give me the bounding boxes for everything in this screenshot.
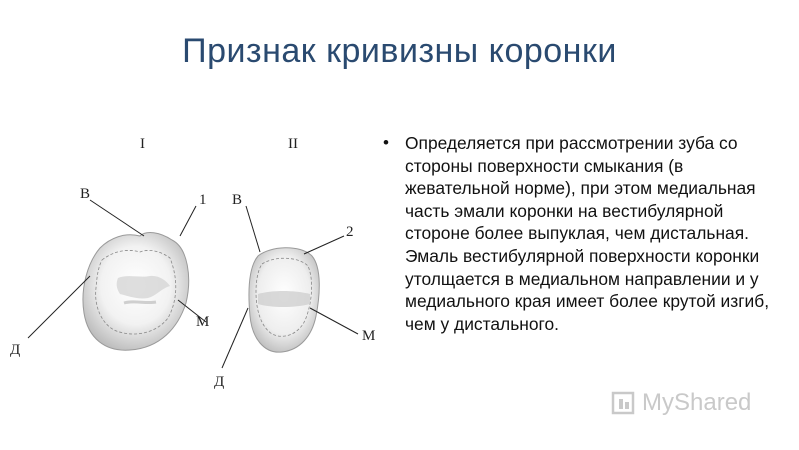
leader-line-right-m [310, 308, 358, 334]
roman-numeral-2: II [288, 136, 298, 152]
tooth-diagram [0, 128, 385, 428]
body-bullet-list [383, 132, 778, 335]
roman-numeral-1: I [140, 136, 145, 152]
right-tooth [249, 248, 319, 352]
leader-line-right-d [222, 308, 248, 368]
leader-line-left-v [90, 200, 144, 236]
label-right-v: В [232, 192, 243, 208]
label-right-d: Д [214, 374, 225, 390]
myshared-logo-icon [610, 389, 638, 417]
slide-title: Признак кривизны коронки [182, 32, 617, 70]
label-right-2: 2 [346, 224, 354, 240]
body-bullet-item [383, 132, 778, 335]
label-left-d: Д [10, 342, 21, 358]
leader-line-left-1 [180, 206, 196, 236]
bullet-marker: • [383, 133, 389, 152]
leader-line-right-v [246, 206, 260, 252]
left-tooth [83, 233, 189, 351]
label-right-m: М [362, 328, 376, 344]
label-left-v: В [80, 186, 91, 202]
myshared-watermark [610, 386, 751, 420]
label-left-m: М [196, 314, 210, 330]
tooth-crown-figure [0, 128, 385, 428]
label-left-1: 1 [199, 192, 207, 208]
watermark-text: MyShared [642, 389, 752, 416]
body-text: Определяется при рассмотрении зуба со стороны поверхности смыкания (в жевательной норме), при этом медиальная часть эмали коронки на вестибулярной стороне более выпуклая, чем дистальная. Эмаль вестибулярной поверхности коронки утолщается в медиальном направлении и у медиального края имеет более крутой изгиб, чем у дистального. [405, 133, 770, 334]
leader-line-left-d [28, 276, 90, 338]
leader-line-right-2 [304, 236, 344, 254]
